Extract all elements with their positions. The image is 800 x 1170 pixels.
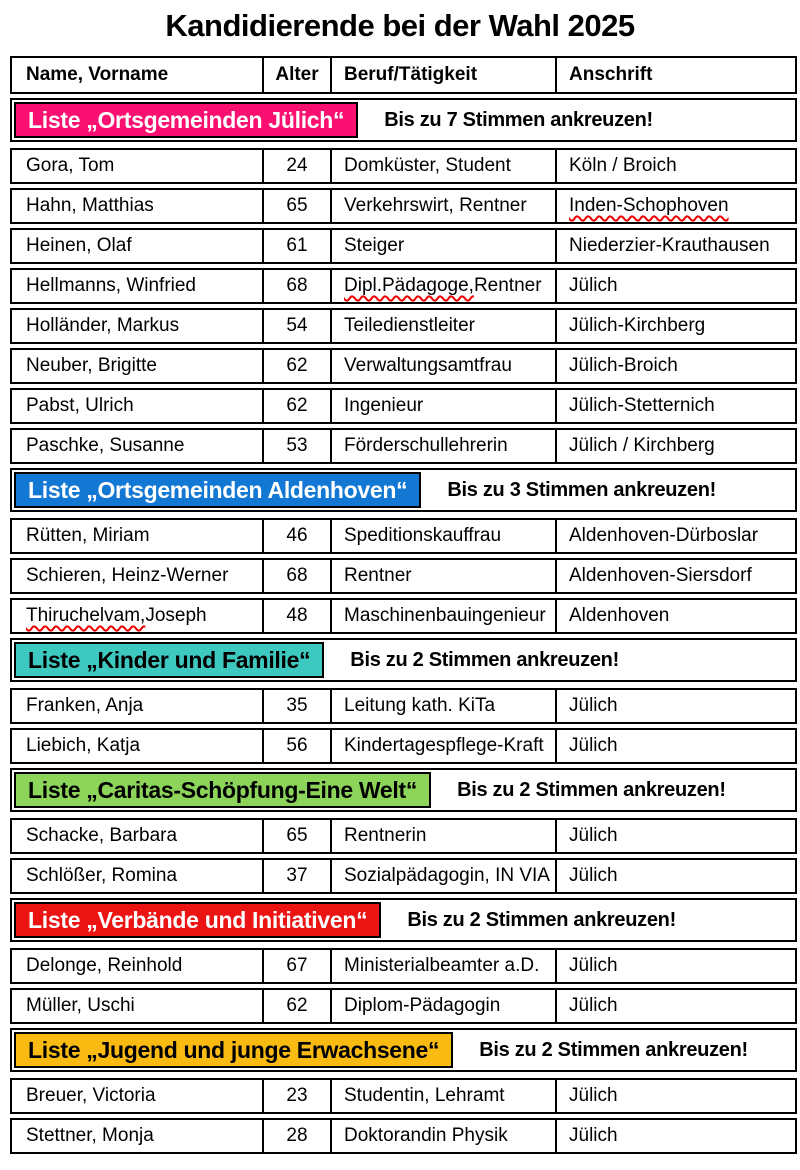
- list-header-row: [10, 768, 797, 812]
- address-cell: Jülich: [569, 1085, 618, 1106]
- list-name-badge: Liste „Jugend und junge Erwachsene“: [14, 1032, 453, 1068]
- age-cell: 46: [264, 520, 332, 552]
- list-name-badge: Liste „Verbände und Initiativen“: [14, 902, 381, 938]
- address-cell: Jülich: [569, 825, 618, 846]
- name-cell: Franken, Anja: [12, 690, 264, 722]
- name-cell: Paschke, Susanne: [12, 430, 264, 462]
- name-cell: Schieren, Heinz-Werner: [12, 560, 264, 592]
- address-cell: Aldenhoven: [569, 605, 670, 626]
- address-cell: Jülich: [569, 1125, 618, 1146]
- table-row: [10, 728, 797, 764]
- address-cell: Niederzier-Krauthausen: [569, 235, 770, 256]
- address-cell: Jülich: [569, 865, 618, 886]
- list-name-badge: Liste „Kinder und Familie“: [14, 642, 324, 678]
- name-cell: Thiruchelvam, Joseph: [12, 600, 264, 632]
- name-cell: Holländer, Markus: [12, 310, 264, 342]
- name-cell: Liebich, Katja: [12, 730, 264, 762]
- table-row: [10, 598, 797, 634]
- votes-instruction: Bis zu 2 Stimmen ankreuzen!: [350, 648, 619, 671]
- votes-instruction: Bis zu 2 Stimmen ankreuzen!: [407, 908, 676, 931]
- age-cell: 48: [264, 600, 332, 632]
- column-header-address: Anschrift: [569, 64, 653, 85]
- age-cell: 62: [264, 350, 332, 382]
- name-cell: Rütten, Miriam: [12, 520, 264, 552]
- list-header-row: [10, 638, 797, 682]
- table-body: [10, 98, 797, 1154]
- job-cell: Dipl.Pädagoge, Rentner: [332, 270, 557, 302]
- name-cell: Delonge, Reinhold: [12, 950, 264, 982]
- name-cell: Pabst, Ulrich: [12, 390, 264, 422]
- age-cell: 24: [264, 150, 332, 182]
- age-cell: 68: [264, 560, 332, 592]
- votes-instruction: Bis zu 3 Stimmen ankreuzen!: [447, 478, 716, 501]
- job-cell: Verwaltungsamtfrau: [332, 350, 557, 382]
- job-cell: Rentnerin: [332, 820, 557, 852]
- job-cell: Kindertagespflege-Kraft: [332, 730, 557, 762]
- table-row: [10, 688, 797, 724]
- spellcheck-underlined-text: Dipl.Pädagoge,: [344, 275, 474, 296]
- table-row: [10, 1118, 797, 1154]
- age-cell: 67: [264, 950, 332, 982]
- age-cell: 37: [264, 860, 332, 892]
- job-cell: Förderschullehrerin: [332, 430, 557, 462]
- table-row: [10, 1078, 797, 1114]
- spellcheck-underlined-text: Inden-Schophoven: [569, 195, 729, 216]
- spellcheck-underlined-text: Thiruchelvam,: [26, 605, 146, 626]
- page-title: Kandidierende bei der Wahl 2025: [165, 8, 635, 43]
- name-cell: Hahn, Matthias: [12, 190, 264, 222]
- job-cell: Studentin, Lehramt: [332, 1080, 557, 1112]
- name-cell: Müller, Uschi: [12, 990, 264, 1022]
- job-cell: Diplom-Pädagogin: [332, 990, 557, 1022]
- table-row: [10, 228, 797, 264]
- address-cell: Jülich-Kirchberg: [569, 315, 706, 336]
- address-cell: Jülich: [569, 955, 618, 976]
- list-name-badge: Liste „Ortsgemeinden Jülich“: [14, 102, 358, 138]
- name-cell: Hellmanns, Winfried: [12, 270, 264, 302]
- address-cell: [557, 190, 795, 222]
- votes-instruction: Bis zu 7 Stimmen ankreuzen!: [384, 108, 653, 131]
- table-row: [10, 988, 797, 1024]
- name-cell: Schacke, Barbara: [12, 820, 264, 852]
- job-cell: Rentner: [332, 560, 557, 592]
- job-cell: Teiledienstleiter: [332, 310, 557, 342]
- list-header-row: [10, 1028, 797, 1072]
- votes-instruction: Bis zu 2 Stimmen ankreuzen!: [479, 1038, 748, 1061]
- job-cell: Speditionskauffrau: [332, 520, 557, 552]
- table-row: [10, 818, 797, 854]
- age-cell: 62: [264, 390, 332, 422]
- name-cell: Stettner, Monja: [12, 1120, 264, 1152]
- address-cell: Jülich: [569, 695, 618, 716]
- job-cell: Ingenieur: [332, 390, 557, 422]
- column-header-job: Beruf/Tätigkeit: [332, 58, 557, 92]
- age-cell: 65: [264, 820, 332, 852]
- address-cell: Köln / Broich: [569, 155, 677, 176]
- table-row: [10, 948, 797, 984]
- job-cell: Steiger: [332, 230, 557, 262]
- table-row: [10, 428, 797, 464]
- job-cell: Maschinenbauingenieur: [332, 600, 557, 632]
- column-header-age: Alter: [264, 58, 332, 92]
- table-row: [10, 348, 797, 384]
- address-cell: Aldenhoven-Siersdorf: [569, 565, 752, 586]
- address-cell: Jülich / Kirchberg: [569, 435, 715, 456]
- address-cell: Jülich: [569, 735, 618, 756]
- age-cell: 56: [264, 730, 332, 762]
- age-cell: 61: [264, 230, 332, 262]
- table-header-row: [10, 56, 797, 94]
- table-row: [10, 148, 797, 184]
- name-cell: Neuber, Brigitte: [12, 350, 264, 382]
- table-row: [10, 308, 797, 344]
- age-cell: 54: [264, 310, 332, 342]
- list-header-row: [10, 468, 797, 512]
- job-cell: Leitung kath. KiTa: [332, 690, 557, 722]
- age-cell: 23: [264, 1080, 332, 1112]
- age-cell: 28: [264, 1120, 332, 1152]
- list-name-badge: Liste „Ortsgemeinden Aldenhoven“: [14, 472, 421, 508]
- job-cell: Doktorandin Physik: [332, 1120, 557, 1152]
- table-row: [10, 388, 797, 424]
- list-name-badge: Liste „Caritas-Schöpfung-Eine Welt“: [14, 772, 431, 808]
- job-cell: Ministerialbeamter a.D.: [332, 950, 557, 982]
- votes-instruction: Bis zu 2 Stimmen ankreuzen!: [457, 778, 726, 801]
- age-cell: 68: [264, 270, 332, 302]
- table-row: [10, 188, 797, 224]
- page: [0, 8, 800, 1170]
- name-cell: Gora, Tom: [12, 150, 264, 182]
- list-header-row: [10, 98, 797, 142]
- table-row: [10, 268, 797, 304]
- candidates-table: [10, 56, 797, 1154]
- age-cell: 35: [264, 690, 332, 722]
- list-header-row: [10, 898, 797, 942]
- column-header-name: Name, Vorname: [12, 58, 264, 92]
- job-cell: Domküster, Student: [332, 150, 557, 182]
- job-cell: Verkehrswirt, Rentner: [332, 190, 557, 222]
- table-row: [10, 558, 797, 594]
- address-cell: Aldenhoven-Dürboslar: [569, 525, 759, 546]
- name-cell: Schlößer, Romina: [12, 860, 264, 892]
- address-cell: Jülich-Stetternich: [569, 395, 715, 416]
- name-cell: Breuer, Victoria: [12, 1080, 264, 1112]
- name-cell: Heinen, Olaf: [12, 230, 264, 262]
- job-cell: Sozialpädagogin, IN VIA: [332, 860, 557, 892]
- address-cell: Jülich: [569, 995, 618, 1016]
- table-row: [10, 518, 797, 554]
- age-cell: 65: [264, 190, 332, 222]
- age-cell: 62: [264, 990, 332, 1022]
- table-row: [10, 858, 797, 894]
- age-cell: 53: [264, 430, 332, 462]
- address-cell: Jülich-Broich: [569, 355, 678, 376]
- address-cell: Jülich: [569, 275, 618, 296]
